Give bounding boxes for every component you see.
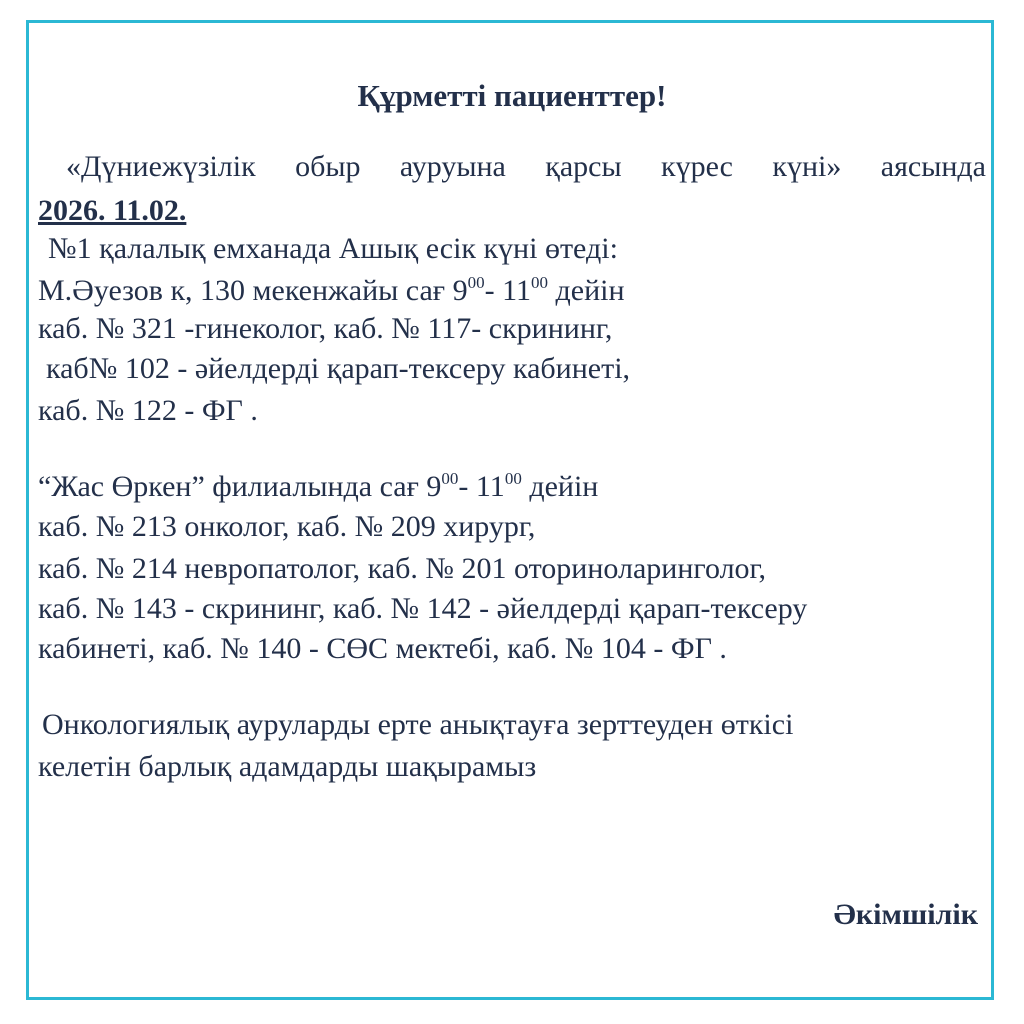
closing-line-2: келетін барлық адамдарды шақырамыз xyxy=(38,750,537,783)
block2-time-end-minutes: 00 xyxy=(504,469,522,488)
block1-line-3: каб. № 321 -гинеколог, каб. № 117- скрининг, xyxy=(38,312,613,345)
block2-line-5: кабинеті, каб. № 140 - СӨС мектебі, каб. № 104 - ФГ . xyxy=(38,632,727,665)
block2-line-4: каб. № 143 - скрининг, каб. № 142 - әйелдерді қарап-тексеру xyxy=(38,592,808,625)
closing-line-1: Онкологиялық ауруларды ерте анықтауға зерттеуден өткісі xyxy=(42,708,794,741)
notice-title: Құрметті пациенттер! xyxy=(357,78,667,113)
block1-line-1: №1 қалалық емханада Ашық есік күні өтеді: xyxy=(48,232,618,265)
block1-line-4: каб№ 102 - әйелдерді қарап-тексеру кабинеті, xyxy=(46,352,631,385)
block1-line-5: каб. № 122 - ФГ . xyxy=(38,394,258,427)
block2-line-1 xyxy=(38,469,599,503)
block2-time-separator: - 11 xyxy=(458,470,505,503)
block1-time-separator: - 11 xyxy=(484,274,531,307)
signature: Әкімшілік xyxy=(833,898,978,931)
block2-time-start-minutes: 00 xyxy=(441,469,459,488)
block2-line-3: каб. № 214 невропатолог, каб. № 201 оториноларинголог, xyxy=(38,552,766,585)
block1-line-2 xyxy=(38,273,625,307)
block1-time-start-minutes: 00 xyxy=(467,273,485,292)
block2-line-2: каб. № 213 онколог, каб. № 209 хирург, xyxy=(38,510,536,543)
block2-time-suffix: дейін xyxy=(521,470,599,503)
block1-address: М.Әуезов к, 130 мекенжайы сағ 9 xyxy=(38,274,468,307)
block1-time-suffix: дейін xyxy=(548,274,625,307)
block1-time-end-minutes: 00 xyxy=(531,273,548,292)
event-date: 2026. 11.02. xyxy=(38,194,187,227)
intro-line-1: «Дүниежүзілік обыр ауруына қарсы күрес күні» аясында xyxy=(66,150,986,183)
block2-branch: “Жас Өркен” филиалында сағ 9 xyxy=(38,470,442,503)
